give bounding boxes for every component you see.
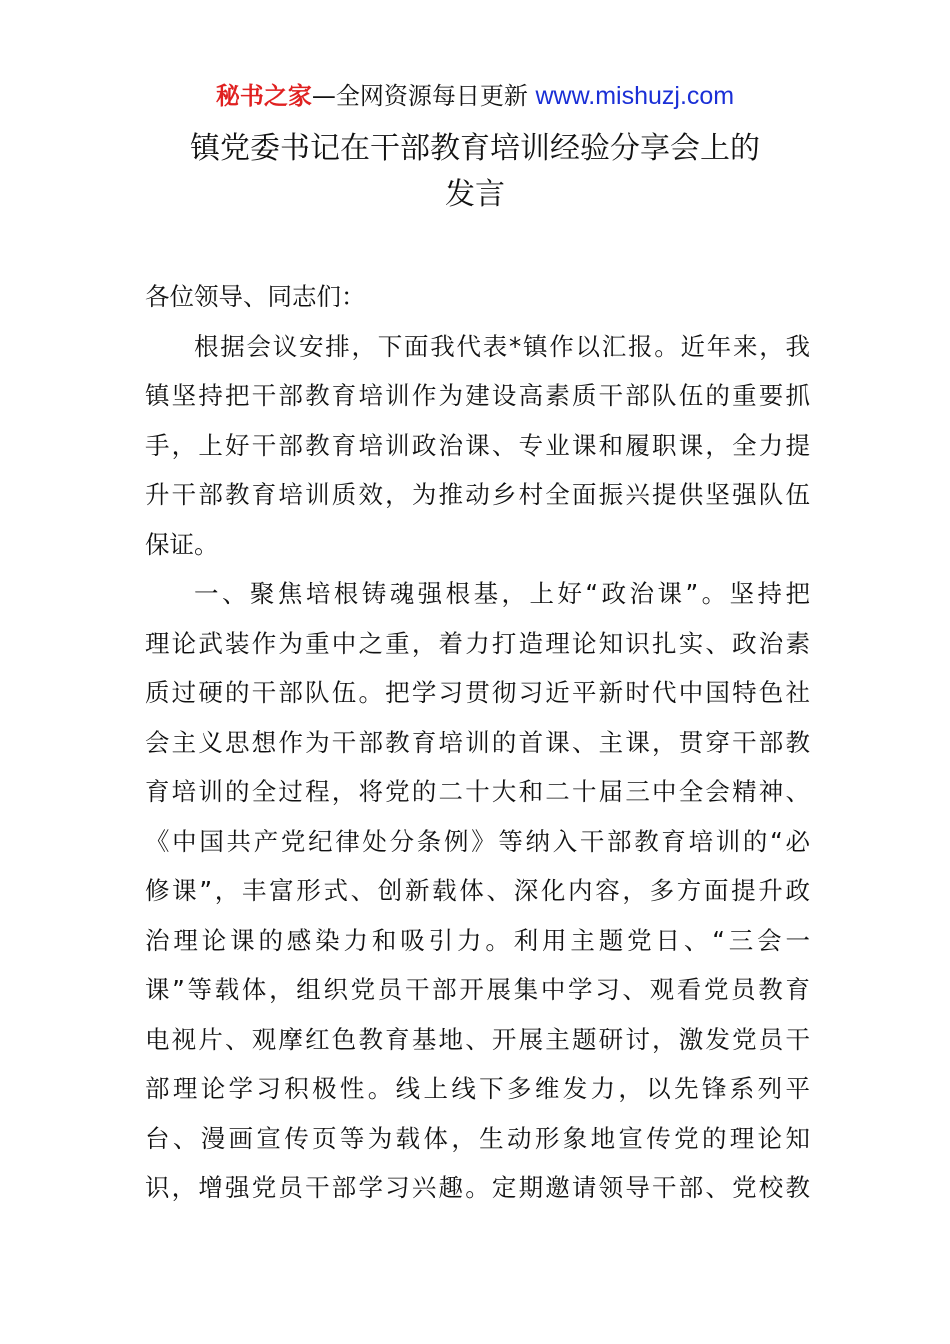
body-line: 修课”，丰富形式、创新载体、深化内容，多方面提升政 [145, 876, 810, 905]
body-line: 一、聚焦培根铸魂强根基，上好“政治课”。坚持把 [194, 579, 810, 608]
body-line: 镇坚持把干部教育培训作为建设高素质干部队伍的重要抓 [145, 381, 810, 410]
salutation: 各位领导、同志们： [145, 282, 366, 311]
site-url-link[interactable]: www.mishuzj.com [535, 82, 735, 110]
body-line: 保证。 [145, 529, 219, 559]
body-line: 识，增强党员干部学习兴趣。定期邀请领导干部、党校教 [145, 1173, 810, 1202]
body-line: 升干部教育培训质效，为推动乡村全面振兴提供坚强队伍 [145, 480, 810, 509]
body-line: 理论武装作为重中之重，着力打造理论知识扎实、政治素 [145, 628, 810, 658]
document-title [0, 126, 950, 218]
body-line: 电视片、观摩红色教育基地、开展主题研讨，激发党员干 [145, 1024, 810, 1054]
body-line: 育培训的全过程，将党的二十大和二十届三中全会精神、 [145, 777, 810, 806]
site-tagline: —全网资源每日更新 [311, 82, 536, 110]
site-brand: 秘书之家 [215, 82, 312, 110]
title-line: 镇党委书记在干部教育培训经验分享会上的 [190, 131, 760, 166]
body-line: 部理论学习积极性。线上线下多维发力，以先锋系列平 [145, 1074, 810, 1103]
body-line: 手，上好干部教育培训政治课、专业课和履职课，全力提 [145, 430, 810, 460]
body-line: 《中国共产党纪律处分条例》等纳入干部教育培训的“必 [145, 826, 810, 856]
body-line: 质过硬的干部队伍。把学习贯彻习近平新时代中国特色社 [145, 678, 810, 707]
document-body [145, 272, 810, 1213]
body-line: 会主义思想作为干部教育培训的首课、主课，贯穿干部教 [145, 727, 810, 757]
body-line: 根据会议安排，下面我代表*镇作以汇报。近年来，我 [194, 331, 810, 361]
site-header [0, 80, 950, 112]
body-line: 治理论课的感染力和吸引力。利用主题党日、“三会一 [145, 925, 810, 955]
body-line: 台、漫画宣传页等为载体，生动形象地宣传党的理论知 [145, 1123, 810, 1153]
title-line: 发言 [445, 177, 505, 212]
body-line: 课”等载体，组织党员干部开展集中学习、观看党员教育 [145, 975, 810, 1004]
